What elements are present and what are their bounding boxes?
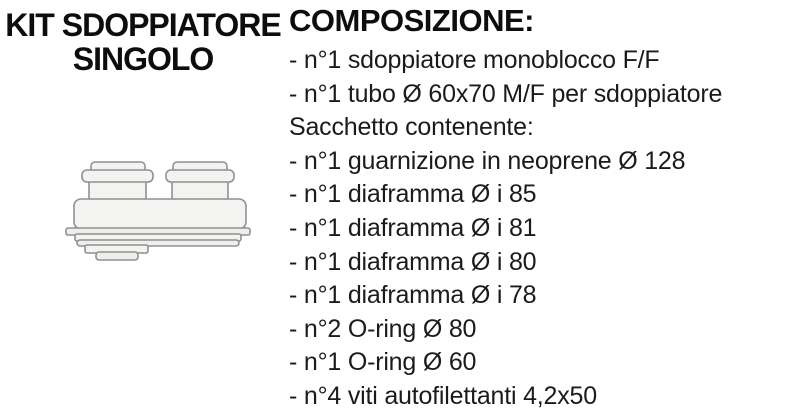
product-title-line2: SINGOLO (72, 41, 214, 77)
sdoppiatore-drawing-svg (58, 153, 258, 265)
composition-item: - n°2 O-ring Ø 80 (289, 314, 477, 343)
product-drawing (58, 153, 258, 265)
left-port (82, 162, 153, 203)
composition-item: - n°1 guarnizione in neoprene Ø 128 (289, 146, 686, 175)
composition-heading: COMPOSIZIONE: (289, 3, 534, 38)
bottom-outlet (85, 245, 148, 260)
composition-panel (289, 2, 787, 414)
composition-item: - n°1 diaframma Ø i 80 (289, 247, 537, 276)
composition-item: - n°1 diaframma Ø i 78 (289, 281, 537, 310)
composition-item: - n°1 diaframma Ø i 81 (289, 213, 537, 242)
product-title (0, 8, 286, 76)
composition-item: - n°1 tubo Ø 60x70 M/F per sdoppiatore (289, 79, 723, 108)
composition-item: - n°1 diaframma Ø i 85 (289, 180, 537, 209)
composition-item: - n°1 O-ring Ø 60 (289, 348, 477, 377)
composition-list (289, 44, 787, 414)
body-block (66, 199, 250, 246)
composition-item: - n°1 sdoppiatore monoblocco F/F (289, 46, 660, 74)
composition-item: - n°4 viti autofilettanti 4,2x50 (289, 381, 597, 410)
product-panel (0, 0, 286, 416)
composition-item: Sacchetto contenente: (289, 113, 534, 142)
right-port (166, 162, 234, 203)
product-title-line1: KIT SDOPPIATORE (5, 7, 281, 43)
